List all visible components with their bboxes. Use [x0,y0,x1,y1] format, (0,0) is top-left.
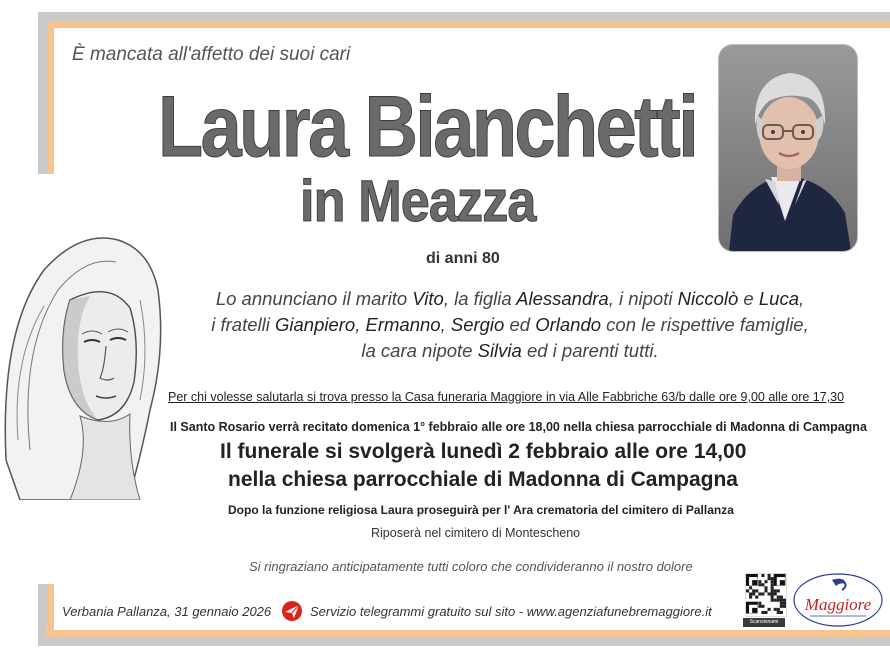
announcement-text: , [799,288,805,309]
frame-bottom-border [38,637,890,646]
announcement-block [170,286,850,364]
announcement-text: i fratelli [211,314,275,335]
frame-top-border [38,12,890,21]
visitation-text: Per chi volesse salutarla si trova presso la Casa funeraria Maggiore in via Alle Fabbriche 63/b dalle ore 9,00 alle ore 17,30 [168,390,845,404]
announcement-text: e [738,288,759,309]
qr-code-icon[interactable] [745,573,787,617]
frame-bottom-accent [46,630,890,637]
relative-name: Silvia [477,340,522,361]
frame-left-accent [47,21,54,174]
footer-place-date: Verbania Pallanza, 31 gennaio 2026 [62,604,272,619]
relative-name: Alessandra [516,288,609,309]
announcement-text: , [440,314,451,335]
relative-name: Ermanno [365,314,441,335]
announcement-text: ed i parenti tutti. [521,340,659,361]
announcement-text: ed [504,314,536,335]
relative-name: Vito [412,288,444,309]
age-text: di anni 80 [426,250,500,267]
deceased-name: Laura Bianchetti [158,79,697,175]
relative-name: Orlando [535,314,602,335]
paper-plane-icon [281,600,303,622]
relative-name: Luca [758,288,799,309]
frame-left-border [38,12,47,174]
qr-caption: Scansionami [743,618,785,627]
announcement-text: con le rispettive famiglie, [601,314,809,335]
announcement-text: , i nipoti [608,288,678,309]
announcement-line-1 [170,286,850,312]
married-name: in Meazza [300,169,536,234]
maggiore-logo [792,572,884,630]
announcement-text: la cara nipote [361,340,478,361]
announcement-line-2 [170,312,850,338]
frame-top-accent [46,21,890,28]
relative-name: Niccolò [677,288,739,309]
madonna-sketch-image [0,210,168,500]
announcement-text: , [355,314,366,335]
announcement-text: Lo annunciano il marito [215,288,413,309]
portrait-photo [719,45,857,251]
footer-telegram-service[interactable]: Servizio telegrammi gratuito sul sito - www.agenziafunebremaggiore.it [310,604,712,619]
announcement-line-3 [170,338,850,364]
announcement-text: , la figlia [443,288,517,309]
relative-name: Gianpiero [275,314,356,335]
rosary-text: Il Santo Rosario verrà recitato domenica 1° febbraio alle ore 18,00 nella chiesa parrocchiale di Madonna di Campagna [170,420,867,434]
burial-text: Riposerà nel cimitero di Montescheno [371,526,581,540]
relative-name: Sergio [450,314,505,335]
after-service-text: Dopo la funzione religiosa Laura proseguirà per l' Ara crematoria del cimitero di Pallanza [228,503,734,517]
thanks-text: Si ringraziano anticipatamente tutti coloro che condivideranno il nostro dolore [249,559,693,574]
intro-text: È mancata all'affetto dei suoi cari [72,44,351,65]
funeral-line-2: nella chiesa parrocchiale di Madonna di Campagna [228,468,738,491]
funeral-line-1: Il funerale si svolgerà lunedì 2 febbraio alle ore 14,00 [220,440,747,463]
logo-wordmark: Maggiore [804,595,872,614]
